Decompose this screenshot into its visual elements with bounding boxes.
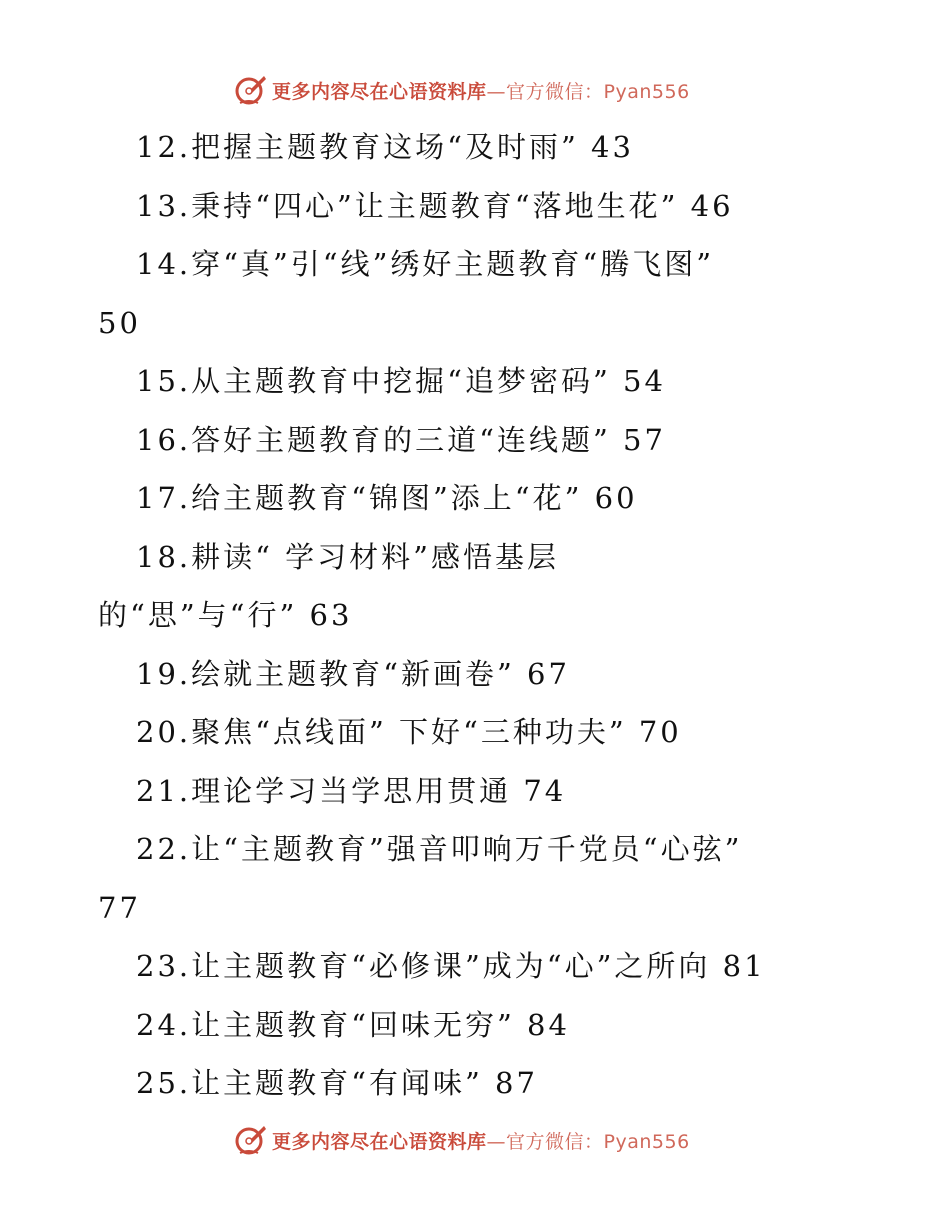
toc-entry-18: 18.耕读“ 学习材料”感悟基层: [136, 539, 559, 574]
footer-banner: [234, 1120, 754, 1160]
pen-nib-logo-icon: [234, 73, 268, 107]
toc-entry-17: 17.给主题教育“锦图”添上“花” 60: [136, 481, 638, 515]
toc-entry-23: 23.让主题教育“必修课”成为“心”之所向 81: [136, 949, 766, 983]
toc-entry-21: 21.理论学习当学思用贯通 74: [136, 773, 567, 808]
toc-entry-18-continued: 的“思”与“行” 63: [98, 598, 353, 632]
toc-entry-19: 19.绘就主题教育“新画卷” 67: [136, 656, 570, 691]
toc-entry-20: 20.聚焦“点线面” 下好“三种功夫” 70: [136, 715, 682, 749]
toc-entry-14: 14.穿“真”引“线”绣好主题教育“腾飞图”: [136, 247, 715, 281]
toc-entry-24: 24.让主题教育“回味无穷” 84: [136, 1007, 570, 1042]
toc-entry-22-page: 77: [98, 890, 141, 925]
header-banner-text: 更多内容尽在心语资料库—官方微信：Pyan556: [272, 80, 690, 103]
toc-entry-15: 15.从主题教育中挖掘“追梦密码” 54: [136, 364, 666, 398]
footer-banner-text: 更多内容尽在心语资料库—官方微信：Pyan556: [272, 1130, 690, 1153]
toc-entry-13: 13.秉持“四心”让主题教育“落地生花” 46: [136, 188, 734, 223]
toc-entry-16: 16.答好主题教育的三道“连线题” 57: [136, 422, 666, 457]
toc-entry-25: 25.让主题教育“有闻味” 87: [136, 1066, 538, 1100]
header-banner: [234, 70, 754, 110]
toc-entry-12: 12.把握主题教育这场“及时雨” 43: [136, 130, 634, 164]
toc-entry-14-page: 50: [98, 305, 141, 340]
toc-entry-22: 22.让“主题教育”强音叩响万千党员“心弦”: [136, 832, 743, 866]
table-of-contents: [0, 118, 950, 1113]
pen-nib-logo-icon: [234, 1123, 268, 1157]
